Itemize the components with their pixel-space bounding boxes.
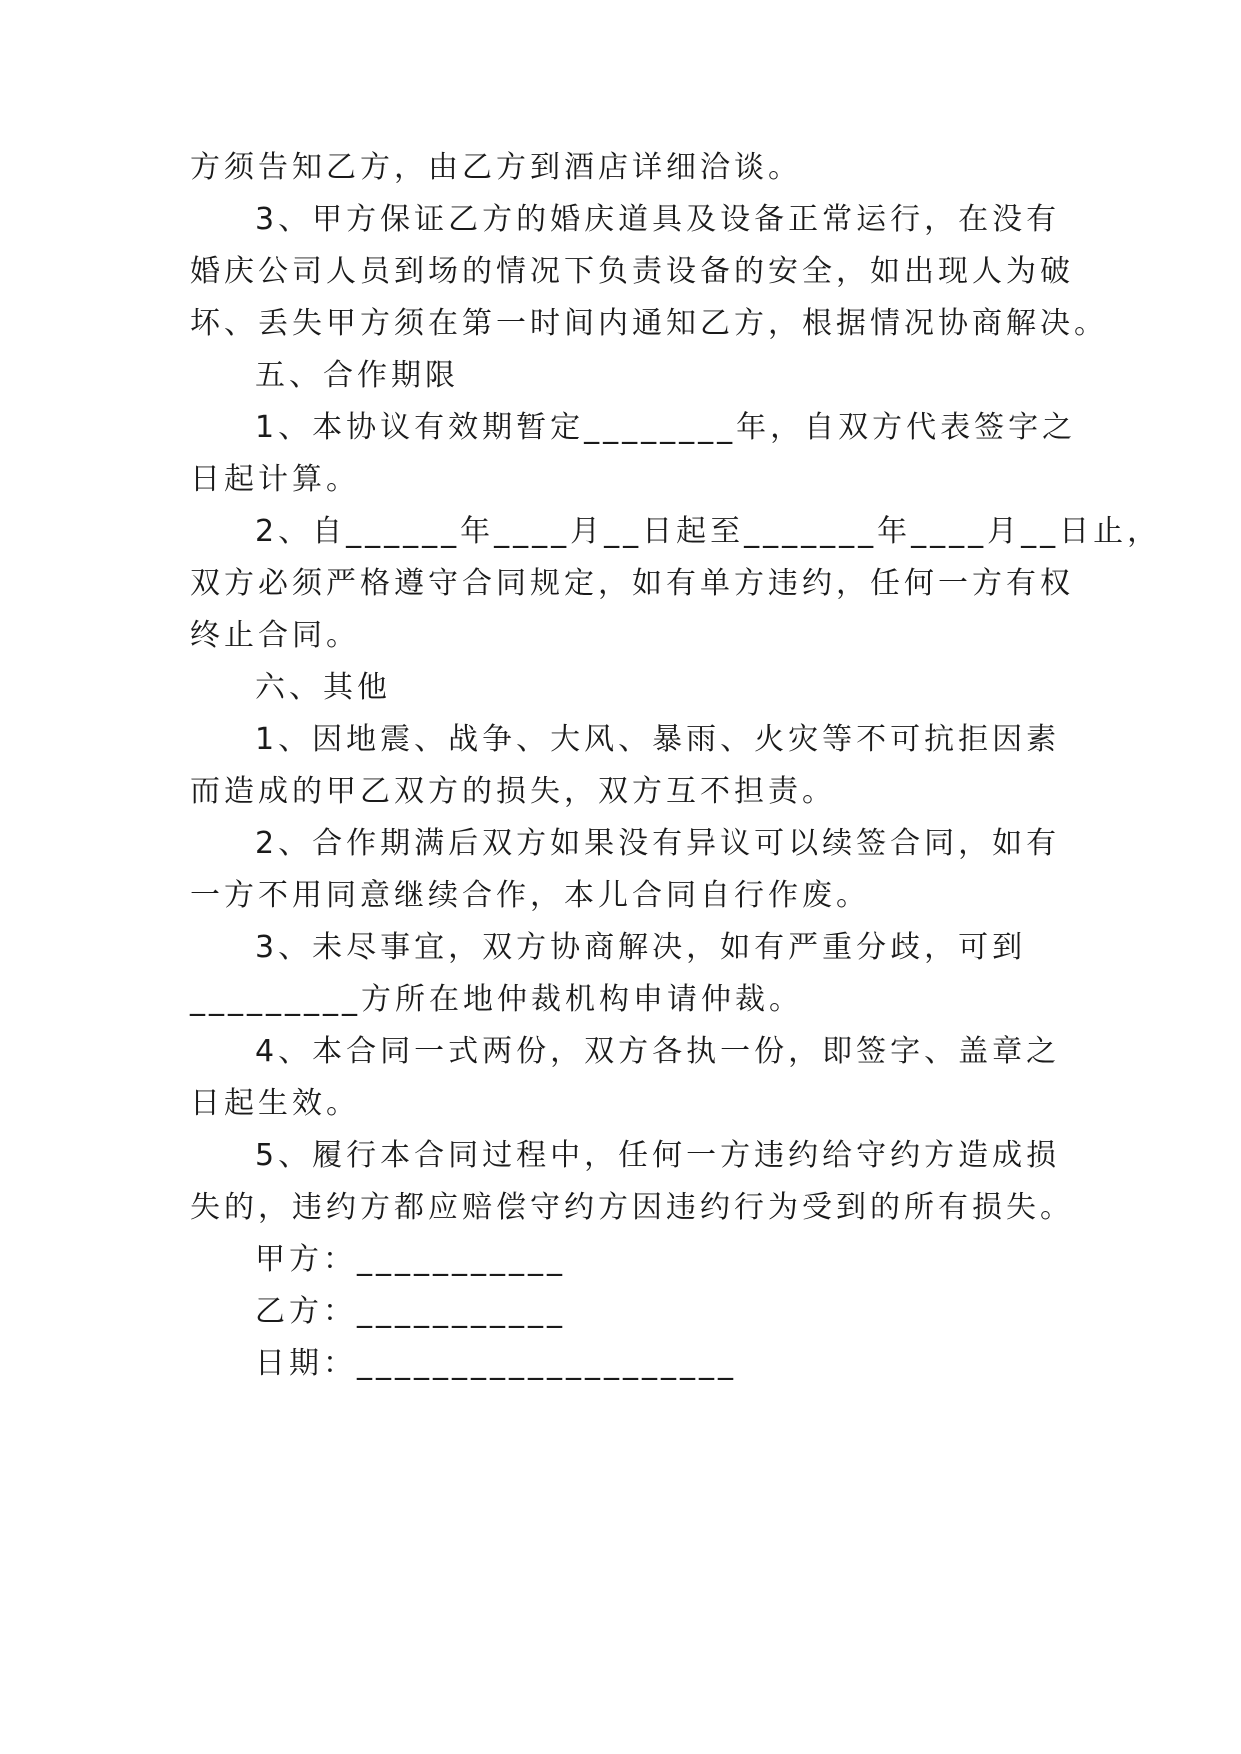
date-signature-line: 日期：____________________	[255, 1346, 737, 1381]
text-line: 5、履行本合同过程中，任何一方违约给守约方造成损	[255, 1138, 1061, 1173]
party-b-signature-line: 乙方：___________	[255, 1294, 566, 1329]
text-line: 双方必须严格遵守合同规定，如有单方违约，任何一方有权	[190, 566, 1074, 601]
text-line: 3、甲方保证乙方的婚庆道具及设备正常运行，在没有	[255, 202, 1061, 237]
party-a-signature-line: 甲方：___________	[255, 1242, 566, 1277]
text-line: 日起计算。	[190, 462, 360, 497]
text-line: 3、未尽事宜，双方协商解决，如有严重分歧，可到	[255, 930, 1027, 965]
text-line: 2、自______年____月__日起至_______年____月__日止，	[255, 514, 1162, 549]
text-line: 1、本协议有效期暂定________年，自双方代表签字之	[255, 410, 1077, 445]
text-line: 1、因地震、战争、大风、暴雨、火灾等不可抗拒因素	[255, 722, 1061, 757]
text-line: 失的，违约方都应赔偿守约方因违约行为受到的所有损失。	[190, 1190, 1074, 1225]
text-line: 婚庆公司人员到场的情况下负责设备的安全，如出现人为破	[190, 254, 1074, 289]
text-line: 而造成的甲乙双方的损失，双方互不担责。	[190, 774, 836, 809]
text-line: 一方不用同意继续合作，本儿合同自行作废。	[190, 878, 870, 913]
text-line: 坏、丢失甲方须在第一时间内通知乙方，根据情况协商解决。	[190, 306, 1108, 341]
text-line: _________方所在地仲裁机构申请仲裁。	[190, 982, 803, 1017]
section-heading: 五、合作期限	[255, 358, 459, 393]
text-line: 2、合作期满后双方如果没有异议可以续签合同，如有	[255, 826, 1061, 861]
text-line: 方须告知乙方，由乙方到酒店详细洽谈。	[190, 150, 802, 185]
section-heading: 六、其他	[255, 670, 391, 705]
text-line: 4、本合同一式两份，双方各执一份，即签字、盖章之	[255, 1034, 1061, 1069]
text-line: 终止合同。	[190, 618, 360, 653]
text-line: 日起生效。	[190, 1086, 360, 1121]
